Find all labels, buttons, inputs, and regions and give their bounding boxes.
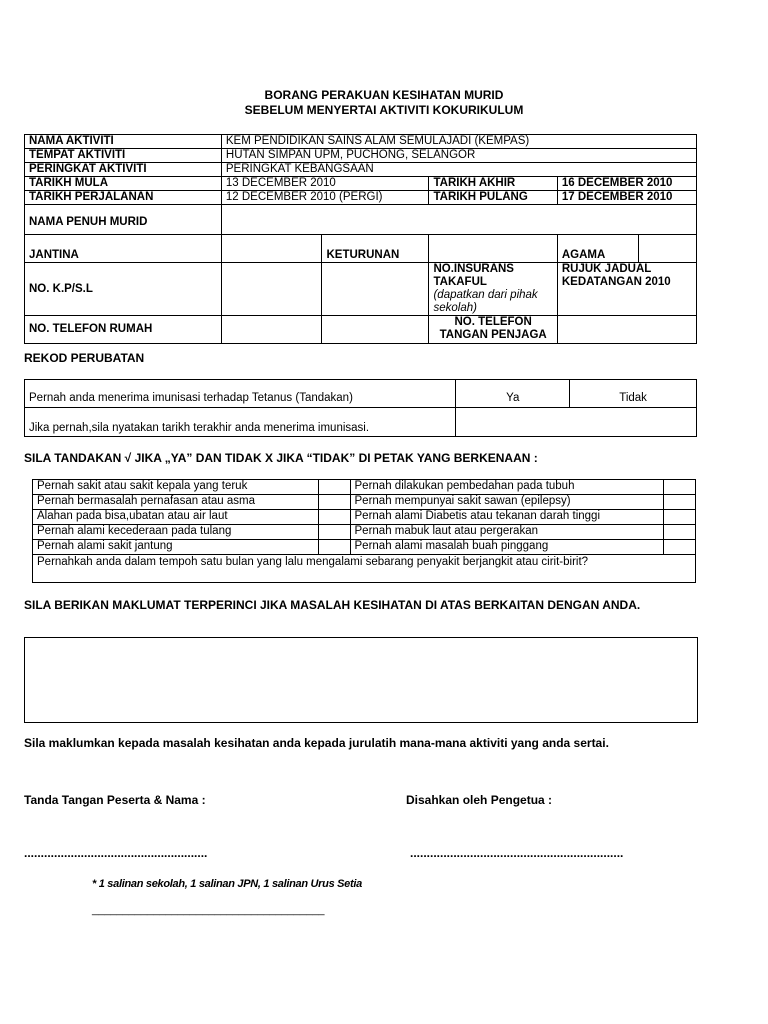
copies-underline: ______________________________________ xyxy=(92,904,325,916)
checklist-left-box-4[interactable] xyxy=(318,525,350,540)
telefon-penjaga-label: NO. TELEFON TANGAN PENJAGA xyxy=(429,316,557,344)
checklist-right-box-1[interactable] xyxy=(664,480,696,495)
checklist-right-item-1: Pernah dilakukan pembedahan pada tubuh xyxy=(350,480,664,495)
nama-aktiviti-value: KEM PENDIDIKAN SAINS ALAM SEMULAJADI (KEMPAS) xyxy=(221,135,696,149)
checklist-left-item-4: Pernah alami kecederaan pada tulang xyxy=(33,525,319,540)
tempat-aktiviti-label: TEMPAT AKTIVITI xyxy=(25,149,222,163)
agama-field[interactable] xyxy=(639,235,697,263)
insurans-label: NO.INSURANS TAKAFUL xyxy=(433,263,514,288)
checklist-left-item-2: Pernah bermasalah pernafasan atau asma xyxy=(33,495,319,510)
tarikh-pulang-value: 17 DECEMBER 2010 xyxy=(557,191,696,205)
checklist-right-item-4: Pernah mabuk laut atau pergerakan xyxy=(350,525,664,540)
tarikh-imunisasi-question: Jika pernah,sila nyatakan tarikh terakhir anda menerima imunisasi. xyxy=(25,408,456,437)
jantina-label: JANTINA xyxy=(25,235,222,263)
keturunan-field[interactable] xyxy=(429,235,557,263)
immunisation-table xyxy=(24,379,697,437)
signature-participant-line[interactable]: ....................................................... xyxy=(24,846,208,860)
signature-participant-label: Tanda Tangan Peserta & Nama : xyxy=(24,793,206,807)
telefon-rumah-field-extra[interactable] xyxy=(322,316,429,344)
checklist-left-item-3: Alahan pada bisa,ubatan atau air laut xyxy=(33,510,319,525)
insurans-cell xyxy=(429,263,557,316)
nama-aktiviti-label: NAMA AKTIVITI xyxy=(25,135,222,149)
checklist-left-box-1[interactable] xyxy=(318,480,350,495)
rujuk-jadual-label: RUJUK JADUAL KEDATANGAN 2010 xyxy=(557,263,696,316)
nama-penuh-field[interactable] xyxy=(221,205,696,235)
rekod-perubatan-heading: REKOD PERUBATAN xyxy=(24,351,145,365)
details-textarea[interactable] xyxy=(24,637,698,723)
copies-note: * 1 salinan sekolah, 1 salinan JPN, 1 salinan Urus Setia xyxy=(92,878,362,890)
activity-info-table xyxy=(24,134,697,344)
tempat-aktiviti-value: HUTAN SIMPAN UPM, PUCHONG, SELANGOR xyxy=(221,149,696,163)
checklist-right-box-4[interactable] xyxy=(664,525,696,540)
checklist-right-item-2: Pernah mempunyai sakit sawan (epilepsy) xyxy=(350,495,664,510)
checklist-right-box-2[interactable] xyxy=(664,495,696,510)
keturunan-label: KETURUNAN xyxy=(322,235,429,263)
checklist-left-box-2[interactable] xyxy=(318,495,350,510)
signature-principal-line[interactable]: ................................................................ xyxy=(410,846,624,860)
kp-label: NO. K.P/S.L xyxy=(25,263,222,316)
checklist-left-item-1: Pernah sakit atau sakit kepala yang teruk xyxy=(33,480,319,495)
tarikh-mula-label: TARIKH MULA xyxy=(25,177,222,191)
checklist-right-box-3[interactable] xyxy=(664,510,696,525)
jantina-field[interactable] xyxy=(221,235,322,263)
checklist-right-item-5: Pernah alami masalah buah pinggang xyxy=(350,540,664,555)
tarikh-mula-value: 13 DECEMBER 2010 xyxy=(221,177,429,191)
form-title-line-2: SEBELUM MENYERTAI AKTIVITI KOKURIKULUM xyxy=(244,103,524,117)
peringkat-aktiviti-value: PERINGKAT KEBANGSAAN xyxy=(221,163,696,177)
telefon-penjaga-field[interactable] xyxy=(557,316,696,344)
checklist-left-box-5[interactable] xyxy=(318,540,350,555)
tarikh-imunisasi-field[interactable] xyxy=(456,408,697,437)
nama-penuh-label: NAMA PENUH MURID xyxy=(25,205,222,235)
checklist-left-box-3[interactable] xyxy=(318,510,350,525)
telefon-rumah-label: NO. TELEFON RUMAH xyxy=(25,316,222,344)
notice-text: Sila maklumkan kepada masalah kesihatan anda kepada jurulatih mana-mana aktiviti yang anda sertai. xyxy=(24,736,609,750)
tarikh-perjalanan-value: 12 DECEMBER 2010 (PERGI) xyxy=(221,191,429,205)
insurans-note: (dapatkan dari pihak sekolah) xyxy=(433,289,538,314)
tarikh-perjalanan-label: TARIKH PERJALANAN xyxy=(25,191,222,205)
ya-option[interactable]: Ya xyxy=(456,380,570,408)
kp-field-extra[interactable] xyxy=(322,263,429,316)
tarikh-akhir-label: TARIKH AKHIR xyxy=(429,177,557,191)
signature-principal-label: Disahkan oleh Pengetua : xyxy=(406,793,553,807)
checklist-heading: SILA TANDAKAN √ JIKA „YA” DAN TIDAK X JIKA “TIDAK” DI PETAK YANG BERKENAAN : xyxy=(24,451,538,465)
telefon-rumah-field[interactable] xyxy=(221,316,322,344)
tarikh-akhir-value: 16 DECEMBER 2010 xyxy=(557,177,696,191)
agama-label: AGAMA xyxy=(557,235,638,263)
kp-field[interactable] xyxy=(221,263,322,316)
checklist-left-item-5: Pernah alami sakit jantung xyxy=(33,540,319,555)
health-checklist-table xyxy=(32,479,696,583)
checklist-right-box-5[interactable] xyxy=(664,540,696,555)
tetanus-question: Pernah anda menerima imunisasi terhadap Tetanus (Tandakan) xyxy=(25,380,456,408)
tarikh-pulang-label: TARIKH PULANG xyxy=(429,191,557,205)
tidak-option[interactable]: Tidak xyxy=(570,380,697,408)
checklist-last-question: Pernahkah anda dalam tempoh satu bulan yang lalu mengalami sebarang penyakit berjangkit atau cirit-birit? xyxy=(33,555,696,583)
checklist-right-item-3: Pernah alami Diabetis atau tekanan darah tinggi xyxy=(350,510,664,525)
peringkat-aktiviti-label: PERINGKAT AKTIVITI xyxy=(25,163,222,177)
form-title-line-1: BORANG PERAKUAN KESIHATAN MURID xyxy=(264,88,504,102)
details-heading: SILA BERIKAN MAKLUMAT TERPERINCI JIKA MASALAH KESIHATAN DI ATAS BERKAITAN DENGAN ANDA. xyxy=(24,598,641,612)
